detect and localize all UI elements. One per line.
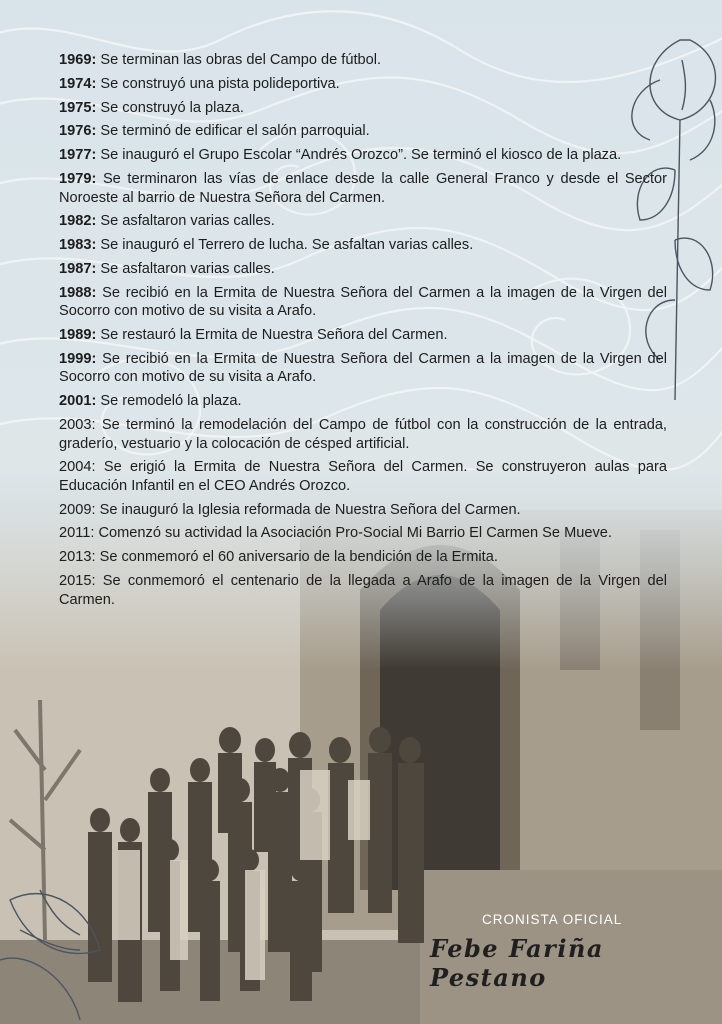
timeline-text: Se terminaron las vías de enlace desde la calle General Franco y desde el Sector Noroeste al barrio de Nuestra Señora del Carmen.: [59, 170, 667, 206]
timeline-entry: [59, 99, 667, 118]
credit-signature-name: Febe Fariña Pestano: [430, 934, 604, 992]
timeline-year: 1983:: [59, 237, 97, 254]
timeline-entry: [59, 501, 667, 520]
timeline-text: Se recibió en la Ermita de Nuestra Señora del Carmen a la imagen de la Virgen del Socorro con motivo de su visita a Arafo.: [59, 350, 667, 386]
timeline-text: Se asfaltaron varias calles.: [96, 213, 275, 230]
timeline-year: 2003:: [59, 416, 96, 433]
timeline-entry: [59, 75, 667, 94]
timeline-text: Comenzó su actividad la Asociación Pro-Social Mi Barrio El Carmen Se Mueve.: [94, 525, 612, 542]
timeline-year: 1977:: [59, 147, 97, 164]
timeline-year: 2004:: [59, 459, 96, 476]
timeline-entry: [59, 350, 667, 387]
timeline-entry: [59, 416, 667, 453]
timeline-text: Se inauguró el Grupo Escolar “Andrés Orozco”. Se terminó el kiosco de la plaza.: [96, 147, 622, 164]
timeline-entry: [59, 548, 667, 567]
timeline-year: 2015:: [59, 573, 96, 590]
timeline-text: Se erigió la Ermita de Nuestra Señora del Carmen. Se construyeron aulas para Educación Infantil en el CEO Andrés Orozco.: [59, 459, 667, 494]
timeline-text: Se remodeló la plaza.: [96, 393, 242, 410]
timeline-year: 1976:: [59, 123, 97, 140]
timeline-year: 1969:: [59, 52, 97, 68]
timeline-text: Se construyó una pista polideportiva.: [96, 75, 340, 92]
timeline-entry: [59, 51, 667, 70]
timeline-year: 1975:: [59, 99, 97, 116]
timeline-text: Se restauró la Ermita de Nuestra Señora del Carmen.: [96, 327, 448, 343]
timeline-year: 1982:: [59, 213, 97, 230]
timeline-entry: [59, 146, 667, 165]
timeline-year: 1974:: [59, 75, 97, 92]
timeline-year: 2013:: [59, 549, 96, 566]
timeline-year: 2009:: [59, 501, 96, 518]
timeline-entry: [59, 236, 667, 255]
timeline-year: 1989:: [59, 327, 97, 343]
timeline-entry: [59, 524, 667, 543]
timeline-text: Se recibió en la Ermita de Nuestra Señora del Carmen a la imagen de la Virgen del Socorro con motivo de su visita a Arafo.: [59, 284, 667, 320]
timeline-entry: [59, 170, 667, 207]
timeline-year: 1979:: [59, 170, 97, 187]
timeline-text: Se terminó la remodelación del Campo de fútbol con la construcción de la entrada, graderío, vestuario y la colocación de césped artificial.: [59, 416, 667, 452]
timeline-entry: [59, 392, 667, 411]
timeline-year: 1988:: [59, 284, 97, 301]
timeline-entry: [59, 212, 667, 231]
timeline-text: Se inauguró el Terrero de lucha. Se asfaltan varias calles.: [96, 237, 474, 254]
timeline-text: Se construyó la plaza.: [96, 99, 244, 116]
timeline-text: Se conmemoró el centenario de la llegada a Arafo de la imagen de la Virgen del Carmen.: [59, 573, 667, 608]
timeline-entry: [59, 284, 667, 321]
timeline-text: Se terminan las obras del Campo de fútbol.: [96, 52, 382, 68]
timeline-year: 1999:: [59, 350, 97, 367]
timeline-text: Se inauguró la Iglesia reformada de Nuestra Señora del Carmen.: [95, 501, 521, 518]
timeline-year: 2011:: [59, 525, 95, 542]
flower-line-art-left: [0, 870, 120, 1024]
timeline-entry: [59, 458, 667, 495]
timeline-text: Se conmemoró el 60 aniversario de la bendición de la Ermita.: [95, 549, 498, 566]
timeline-entry: [59, 260, 667, 279]
timeline-text: Se asfaltaron varias calles.: [96, 260, 275, 277]
timeline-entry: [59, 572, 667, 609]
timeline-year: 2001:: [59, 393, 97, 410]
timeline-text: Se terminó de edificar el salón parroquial.: [96, 123, 370, 140]
credit-role: CRONISTA OFICIAL: [482, 912, 623, 927]
timeline-entry: [59, 326, 667, 345]
timeline-year: 1987:: [59, 260, 97, 277]
timeline-list: [59, 51, 667, 614]
timeline-entry: [59, 122, 667, 141]
